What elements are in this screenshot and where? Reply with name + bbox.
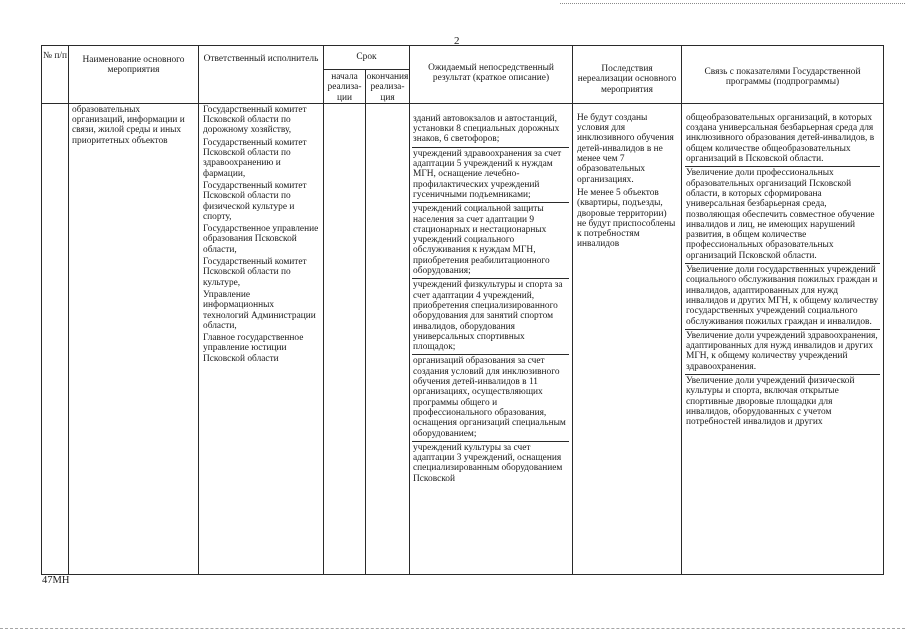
list-item: зданий автовокзалов и автостанций, установки 8 специальных дорожных знаков, 6 светофоров; bbox=[412, 113, 569, 148]
header-executor: Ответственный исполнитель bbox=[199, 46, 324, 104]
header-row bbox=[42, 46, 884, 70]
list-item: общеобразовательных организаций, в которых создана универсальная безбарьерная среда для инклюзивного образования детей-инвалидов, в общем количестве общеобразовательных организаций в Псковской области. bbox=[685, 113, 880, 167]
list-item: Увеличение доли государственных учреждений социального обслуживания пожилых граждан и инвалидов, адаптированных для нужд инвалидов и других МГН, к общему количеству государственных учреждений социального обслуживания пожилых граждан и инвалидов. bbox=[685, 265, 880, 330]
indicators-list bbox=[682, 104, 883, 430]
header-number: № п/п bbox=[42, 46, 69, 104]
row-term-start-cell bbox=[324, 103, 366, 574]
page-number: 2 bbox=[454, 35, 460, 47]
row-term-end-cell bbox=[366, 103, 410, 574]
list-item: Государственный комитет Псковской области по дорожному хозяйству, bbox=[203, 104, 307, 136]
header-term: Срок bbox=[324, 46, 410, 70]
row-results-cell bbox=[410, 103, 573, 574]
list-item: Увеличение доли учреждений здравоохранения, адаптированных для нужд инвалидов и других МГН, к общему количеству учреждений здравоохранения. bbox=[685, 331, 880, 375]
list-item: учреждений культуры за счет адаптации 3 учреждений, оснащения специализированным оборудованием Псковской bbox=[413, 442, 563, 484]
list-item: Увеличение доли профессиональных образовательных организаций Псковской области, в которых сформирована универсальная безбарьерная среда, позволяющая обеспечить совместное обучение инвалидов и лиц, не имеющих нарушений развития, в общем количестве профессиональных образовательных организаций Псковской области. bbox=[685, 168, 880, 264]
list-item: Государственный комитет Псковской области по физической культуре и спорту, bbox=[203, 180, 307, 222]
list-item: Не менее 5 объектов (квартиры, подъезды, дворовые территории) не будут приспособлены к потребностям инвалидов bbox=[577, 187, 676, 250]
results-list bbox=[410, 104, 572, 486]
activities-table bbox=[41, 45, 884, 575]
list-item: Не будут созданы условия для инклюзивного обучения детей-инвалидов в не менее чем 7 образовательных организациях. bbox=[577, 112, 674, 185]
header-consequences: Последствия нереализации основного мероприятия bbox=[573, 46, 682, 104]
row-indicators-cell bbox=[682, 103, 884, 574]
list-item: учреждений физкультуры и спорта за счет адаптации 4 учреждений, приобретения специализированного оборудования для занятий спортом инвалидов, оборудования универсальных спортивных площадок; bbox=[412, 279, 569, 355]
executors-list bbox=[199, 104, 323, 364]
list-item: Увеличение доли учреждений физической культуры и спорта, включая открытые спортивные дворовые площадки для инвалидов, оборудованных с учетом потребностей инвалидов и других bbox=[686, 376, 855, 428]
row-activity-name-cell bbox=[69, 103, 199, 574]
header-term-start: начала реализа-ции bbox=[324, 70, 366, 104]
list-item: Государственный комитет Псковской области по культуре, bbox=[203, 257, 307, 288]
list-item: учреждений социальной защиты населения за счет адаптации 9 стационарных и нестационарных учреждений социального обслуживания к нуждам МГН, приобретения реабилитационного оборудования; bbox=[412, 203, 569, 279]
header-activity-name: Наименование основного мероприятия bbox=[69, 46, 199, 104]
scan-edge-line bbox=[0, 628, 905, 630]
row-executors-cell bbox=[199, 103, 324, 574]
list-item: Государственное управление образования Псковской области, bbox=[203, 224, 319, 255]
header-program-indicators: Связь с показателями Государственной программы (подпрограммы) bbox=[682, 46, 884, 104]
scan-edge-line bbox=[560, 3, 905, 5]
header-term-end: окончания реализа-ция bbox=[366, 70, 410, 104]
header-expected-result: Ожидаемый непосредственный результат (краткое описание) bbox=[410, 46, 573, 104]
list-item: учреждений здравоохранения за счет адаптации 5 учреждений к нуждам МГН, оснащение лечебно-профилактических учреждений гусеничными подъемниками; bbox=[412, 148, 569, 203]
list-item: Управление информационных технологий Администрации области, bbox=[203, 289, 316, 331]
document-code: 47МН bbox=[42, 575, 70, 586]
row-consequences-cell bbox=[573, 103, 682, 574]
consequences-list bbox=[573, 104, 681, 250]
list-item: Главное государственное управление юстиции Псковской области bbox=[203, 333, 304, 364]
activity-name-text: образовательных организаций, информации и связи, жилой среды и иных приоритетных объектов bbox=[72, 104, 185, 146]
table-row bbox=[42, 103, 884, 574]
list-item: Государственный комитет Псковской области по здравоохранению и фармации, bbox=[203, 137, 307, 179]
list-item: организаций образования за счет создания условий для инклюзивного обучения детей-инвалидов в 11 организациях, осуществляющих программы общего и профессионального образования, оснащения организаций специальным оборудованием; bbox=[412, 355, 569, 441]
row-number-cell bbox=[42, 103, 69, 574]
